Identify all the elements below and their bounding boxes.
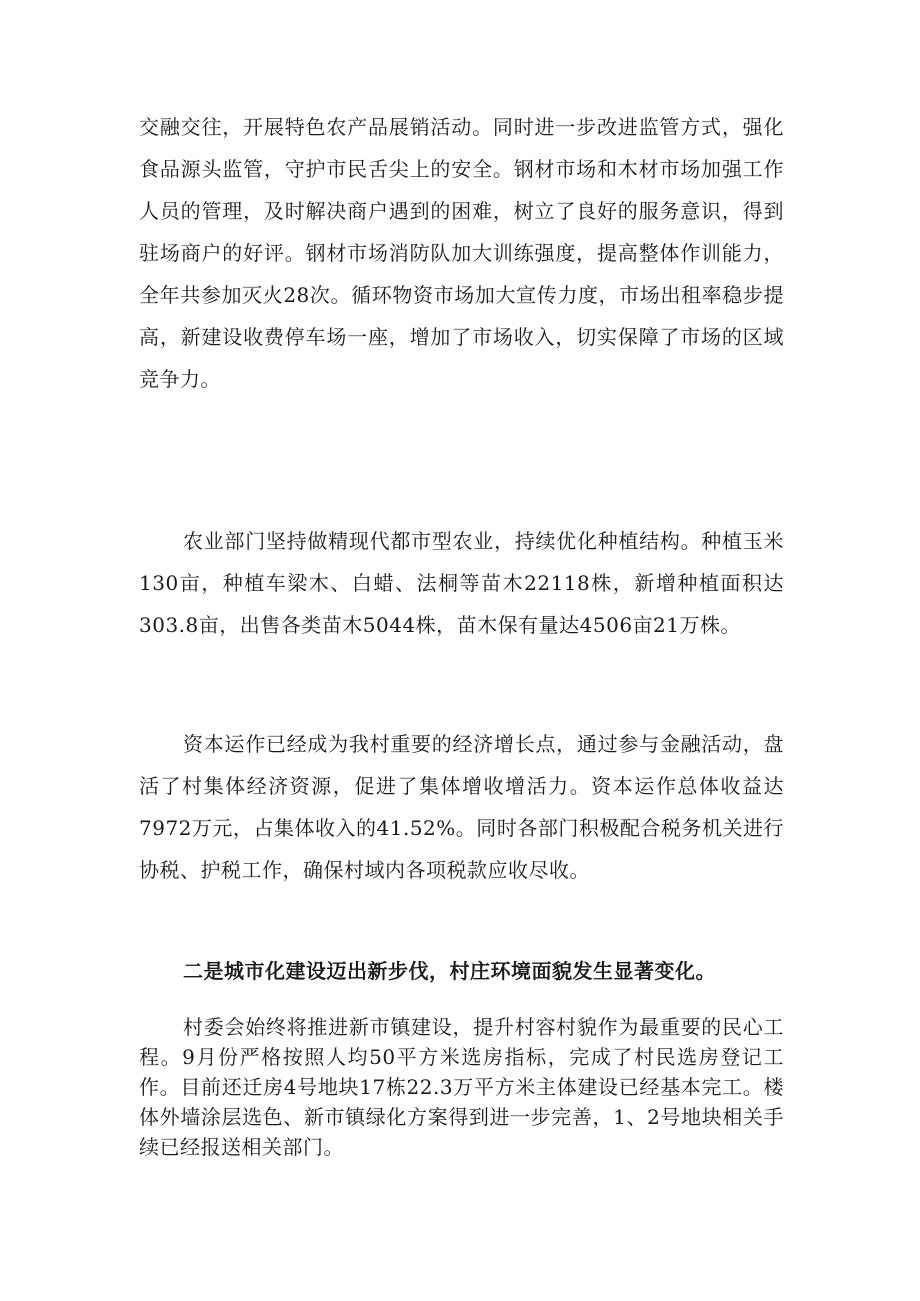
section-heading: 二是城市化建设迈出新步伐，村庄环境面貌发生显著变化。 xyxy=(183,959,716,983)
paragraph-market-management: 交融交往，开展特色农产品展销活动。同时进一步改进监管方式，强化食品源头监管，守护市民舌尖上的安全。钢材市场和木材市场加强工作人员的管理，及时解决商户遇到的困难，树立了良好的服务意识，得到驻场商户的好评。钢材市场消防队加大训练强度，提高整体作训能力，全年共参加灭火28次。循环物资市场加大宣传力度，市场出租率稳步提高，新建设收费停车场一座，增加了市场收入，切实保障了市场的区域竞争力。 xyxy=(139,115,784,391)
paragraph-capital-operation: 资本运作已经成为我村重要的经济增长点，通过参与金融活动，盘活了村集体经济资源，促进了集体增收增活力。资本运作总体收益达7972万元，占集体收入的41.52%。同时各部门积极配合税务机关进行协税、护税工作，确保村域内各项税款应收尽收。 xyxy=(139,732,784,882)
paragraph-town-construction: 村委会始终将推进新市镇建设，提升村容村貌作为最重要的民心工程。9月份严格按照人均50平方米选房指标，完成了村民选房登记工作。目前还迁房4号地块17栋22.3万平方米主体建设已经基本完工。楼体外墙涂层选色、新市镇绿化方案得到进一步完善，1、2号地块相关手续已经报送相关部门。 xyxy=(139,1015,784,1159)
paragraph-agriculture: 农业部门坚持做精现代都市型农业，持续优化种植结构。种植玉米130亩，种植车梁木、白蜡、法桐等苗木22118株，新增种植面积达303.8亩，出售各类苗木5044株，苗木保有量达4506亩21万株。 xyxy=(139,529,784,637)
